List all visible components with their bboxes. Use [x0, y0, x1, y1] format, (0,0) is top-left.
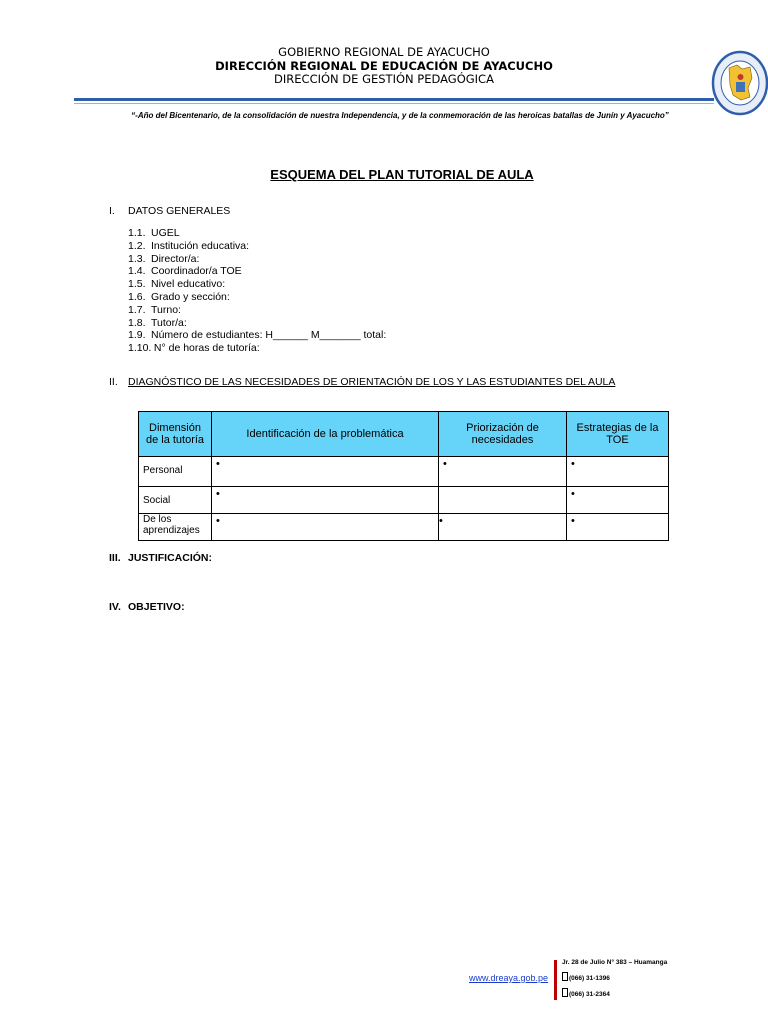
header-line-1: GOBIERNO REGIONAL DE AYACUCHO	[278, 45, 490, 59]
list-item: 1.6. Grado y sección:	[128, 290, 230, 303]
bullet-point: •	[571, 488, 575, 500]
section-3-title: JUSTIFICACIÓN:	[128, 552, 212, 564]
bullet-point: •	[443, 458, 447, 470]
list-item: 1.3. Director/a:	[128, 252, 200, 265]
section-1-heading	[109, 205, 230, 217]
column-header: Identificación de la problemática	[212, 412, 439, 457]
column-header: Dimensión de la tutoría	[139, 412, 212, 457]
table-row	[139, 457, 669, 487]
seal-logo	[711, 50, 768, 116]
header-rule	[74, 98, 714, 101]
table-cell	[439, 487, 567, 514]
section-3-number: III.	[109, 552, 121, 564]
website-link[interactable]: www.dreaya.gob.pe	[469, 973, 549, 983]
footer-phone-2: (066) 31-2364	[562, 988, 610, 998]
header-rule-thin	[74, 103, 714, 104]
section-2-title: DIAGNÓSTICO DE LAS NECESIDADES DE ORIENTACIÓN DE LOS Y LAS ESTUDIANTES DEL AULA	[128, 376, 616, 388]
header-line-3: DIRECCIÓN DE GESTIÓN PEDAGÓGICA	[274, 72, 494, 86]
list-item: 1.2. Institución educativa:	[128, 239, 250, 252]
bullet-point: •	[571, 458, 575, 470]
row-label-cell: De los aprendizajes	[139, 514, 212, 541]
table-cell	[567, 457, 669, 487]
section-2-number: II.	[109, 376, 118, 388]
list-item: 1.5. Nivel educativo:	[128, 278, 226, 291]
list-item: 1.8. Tutor/a:	[128, 316, 187, 329]
section-4-heading	[109, 601, 185, 613]
table-cell	[567, 514, 669, 541]
column-header: Priorización de necesidades	[439, 412, 567, 457]
table-cell	[212, 487, 439, 514]
list-item: 1.9. Número de estudiantes: H______ M_______ total:	[128, 329, 387, 342]
table-row	[139, 514, 669, 541]
list-item: 1.1. UGEL	[128, 227, 180, 239]
table-cell	[439, 514, 567, 541]
section-4-title: OBJETIVO:	[128, 601, 185, 613]
list-item: 1.10. N° de horas de tutoría:	[128, 342, 260, 355]
list-item: 1.7. Turno:	[128, 303, 181, 316]
document-title: ESQUEMA DEL PLAN TUTORIAL DE AULA	[270, 167, 534, 182]
row-label-cell: Personal	[139, 457, 212, 487]
bullet-point: •	[216, 488, 220, 500]
section-1-title: DATOS GENERALES	[128, 205, 231, 217]
section-2-heading	[109, 376, 615, 388]
table-header-row	[139, 412, 669, 457]
footer-address: Jr. 28 de Julio N° 383 – Huamanga	[562, 959, 668, 966]
row-label-cell: Social	[139, 487, 212, 514]
diagnosis-table	[138, 411, 669, 541]
table-row	[139, 487, 669, 514]
section-4-number: IV.	[109, 601, 121, 613]
bullet-point: •	[216, 515, 220, 527]
footer-divider	[554, 960, 557, 1000]
footer-phone-1: (066) 31-1396	[562, 972, 610, 982]
bullet-point: •	[571, 515, 575, 527]
header-line-2: DIRECCIÓN REGIONAL DE EDUCACIÓN DE AYACUCHO	[215, 59, 553, 73]
table-cell	[212, 457, 439, 487]
motto: “-Año del Bicentenario, de la consolidación de nuestra Independencia, y de la conmemoración de las heroicas batallas de Junín y Ayacucho”	[131, 111, 669, 120]
general-data-list	[128, 227, 386, 355]
bullet-point: •	[216, 458, 220, 470]
table-cell	[212, 514, 439, 541]
bullet-point: •	[439, 515, 443, 527]
table-cell	[567, 487, 669, 514]
column-header: Estrategias de la TOE	[567, 412, 669, 457]
table-cell	[439, 457, 567, 487]
list-item: 1.4. Coordinador/a TOE	[128, 265, 242, 278]
section-1-number: I.	[109, 205, 115, 217]
phone-icon	[562, 972, 568, 981]
phone-icon	[562, 988, 568, 997]
section-3-heading	[109, 552, 212, 564]
